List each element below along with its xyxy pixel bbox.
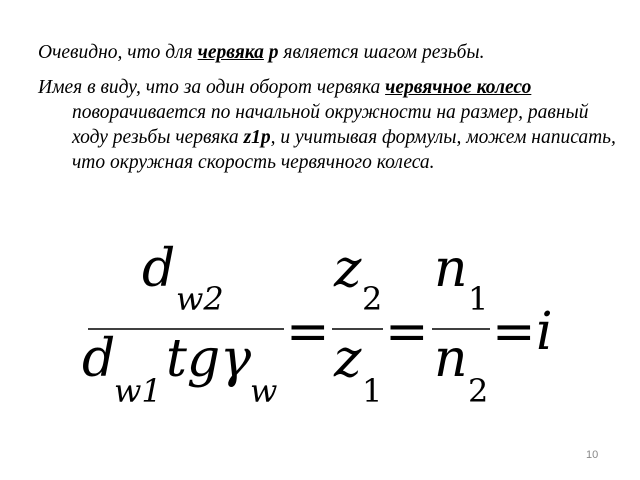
z1-subscript: 1: [362, 372, 383, 410]
gear-ratio-i: i: [536, 302, 553, 362]
denominator-subscript: w1: [114, 372, 162, 410]
text-segment: Очевидно, что для: [38, 42, 198, 63]
slide-number: 10: [586, 449, 599, 461]
equals-sign-3: =: [492, 302, 536, 362]
symbol-p: p: [268, 42, 279, 63]
numerator-d: d: [142, 239, 176, 299]
keyword-worm-wheel: червячное колесо: [385, 77, 532, 98]
text-segment: , и учитывая формулы, можем написать, что окружная скорость червячного колеса.: [72, 127, 616, 173]
equals-sign-2: =: [385, 302, 429, 362]
gamma-subscript: w: [250, 372, 278, 410]
n1-main: n: [434, 239, 468, 299]
n2-main: n: [434, 329, 468, 389]
symbol-z1p: z1p: [243, 127, 271, 148]
paragraph-1: [38, 40, 620, 65]
equals-sign-1: =: [286, 302, 330, 362]
text-segment: Имея в виду, что за один оборот червяка: [38, 77, 386, 98]
z2-subscript: 2: [362, 280, 383, 318]
gamma-symbol: γ: [220, 329, 252, 389]
z1-main: z: [334, 329, 362, 389]
numerator-subscript: w2: [176, 280, 224, 318]
tg-function: tg: [166, 329, 221, 389]
n1-subscript: 1: [468, 280, 489, 318]
gear-ratio-formula: [80, 236, 580, 416]
n2-subscript: 2: [468, 372, 489, 410]
z2-main: z: [334, 239, 362, 299]
keyword-worm: червяка: [197, 42, 264, 63]
paragraph-2: [38, 75, 620, 175]
text-segment: является шагом резьбы.: [278, 42, 485, 63]
denominator-d: d: [82, 329, 116, 389]
text-segment: поворачивается по начальной окружности на размер, равный ходу резьбы червяка: [72, 102, 589, 148]
